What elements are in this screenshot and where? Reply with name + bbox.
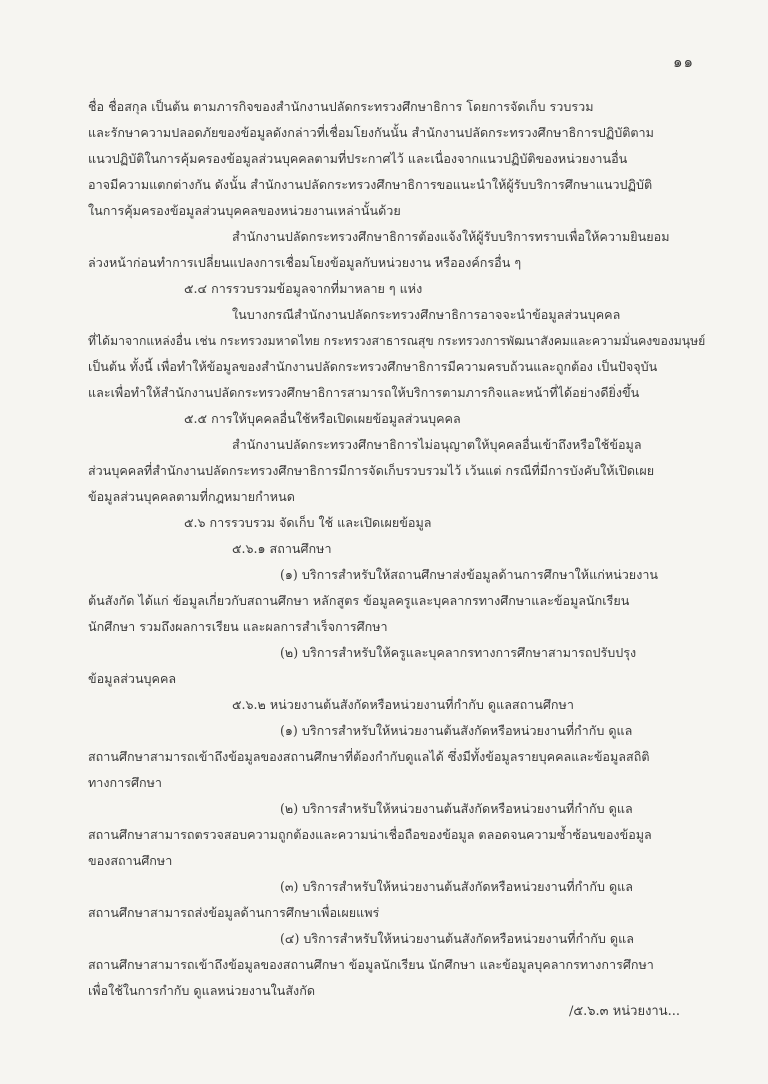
body-line: สถานศึกษาสามารถเข้าถึงข้อมูลของสถานศึกษา ข้อมูลนักเรียน นักศึกษา และข้อมูลบุคลากรทางการศึกษา bbox=[88, 957, 654, 972]
list-item-line: (๒) บริการสำหรับให้ครูและบุคลากรทางการศึกษาสามารถปรับปรุง bbox=[280, 645, 637, 660]
list-item-line: (๑) บริการสำหรับให้หน่วยงานต้นสังกัดหรือหน่วยงานที่กำกับ ดูแล bbox=[280, 723, 633, 738]
body-line: และเพื่อทำให้สำนักงานปลัดกระทรวงศึกษาธิการสามารถให้บริการตามภารกิจและหน้าที่ได้อย่างดียิ่งขึ้น bbox=[88, 385, 640, 400]
body-line: ต้นสังกัด ได้แก่ ข้อมูลเกี่ยวกับสถานศึกษา หลักสูตร ข้อมูลครูและบุคลากรทางศึกษาและข้อมูลนักเรียน bbox=[88, 593, 630, 608]
list-item-line: (๑) บริการสำหรับให้สถานศึกษาส่งข้อมูลด้านการศึกษาให้แก่หน่วยงาน bbox=[280, 567, 659, 582]
section-heading: ๕.๕ การให้บุคคลอื่นใช้หรือเปิดเผยข้อมูลส่วนบุคคล bbox=[184, 411, 461, 426]
body-line: ข้อมูลส่วนบุคคล bbox=[88, 671, 177, 686]
body-line: ข้อมูลส่วนบุคคลตามที่กฎหมายกำหนด bbox=[88, 489, 295, 504]
continuation-footer: /๕.๖.๓ หน่วยงาน... bbox=[568, 1004, 680, 1019]
list-item-line: (๔) บริการสำหรับให้หน่วยงานต้นสังกัดหรือหน่วยงานที่กำกับ ดูแล bbox=[280, 931, 634, 946]
body-line: สำนักงานปลัดกระทรวงศึกษาธิการต้องแจ้งให้ผู้รับบริการทราบเพื่อให้ความยินยอม bbox=[232, 229, 670, 244]
body-line: อาจมีความแตกต่างกัน ดังนั้น สำนักงานปลัดกระทรวงศึกษาธิการขอแนะนำให้ผู้รับบริการศึกษาแนวปฏิบัติ bbox=[88, 177, 653, 192]
body-line: และรักษาความปลอดภัยของข้อมูลดังกล่าวที่เชื่อมโยงกันนั้น สำนักงานปลัดกระทรวงศึกษาธิการปฏิบัติตาม bbox=[88, 125, 654, 140]
list-item-line: (๓) บริการสำหรับให้หน่วยงานต้นสังกัดหรือหน่วยงานที่กำกับ ดูแล bbox=[280, 879, 634, 894]
body-line: ในบางกรณีสำนักงานปลัดกระทรวงศึกษาธิการอาจจะนำข้อมูลส่วนบุคคล bbox=[232, 307, 621, 322]
body-line: สถานศึกษาสามารถตรวจสอบความถูกต้องและความน่าเชื่อถือของข้อมูล ตลอดจนความซ้ำซ้อนของข้อมูล bbox=[88, 827, 652, 842]
body-line: นักศึกษา รวมถึงผลการเรียน และผลการสำเร็จการศึกษา bbox=[88, 619, 388, 634]
body-line: ล่วงหน้าก่อนทำการเปลี่ยนแปลงการเชื่อมโยงข้อมูลกับหน่วยงาน หรือองค์กรอื่น ๆ bbox=[88, 255, 522, 270]
subsection-heading: ๕.๖.๑ สถานศึกษา bbox=[232, 541, 332, 556]
body-line: เพื่อใช้ในการกำกับ ดูแลหน่วยงานในสังกัด bbox=[88, 983, 316, 998]
page-number: ๑๑ bbox=[672, 53, 694, 71]
body-line: สถานศึกษาสามารถส่งข้อมูลด้านการศึกษาเพื่อเผยแพร่ bbox=[88, 905, 380, 920]
section-heading: ๕.๖ การรวบรวม จัดเก็บ ใช้ และเปิดเผยข้อมูล bbox=[184, 515, 432, 530]
body-line: ชื่อ ชื่อสกุล เป็นต้น ตามภารกิจของสำนักงานปลัดกระทรวงศึกษาธิการ โดยการจัดเก็บ รวบรวม bbox=[88, 99, 594, 114]
list-item-line: (๒) บริการสำหรับให้หน่วยงานต้นสังกัดหรือหน่วยงานที่กำกับ ดูแล bbox=[280, 801, 633, 816]
body-line: แนวปฏิบัติในการคุ้มครองข้อมูลส่วนบุคคลตามที่ประกาศไว้ และเนื่องจากแนวปฏิบัติของหน่วยงานอื่น bbox=[88, 151, 628, 166]
body-line: ส่วนบุคคลที่สำนักงานปลัดกระทรวงศึกษาธิการมีการจัดเก็บรวบรวมไว้ เว้นแต่ กรณีที่มีการบังคับให้เปิดเผย bbox=[88, 463, 655, 478]
subsection-heading: ๕.๖.๒ หน่วยงานต้นสังกัดหรือหน่วยงานที่กำกับ ดูแลสถานศึกษา bbox=[232, 697, 574, 712]
section-heading: ๕.๔ การรวบรวมข้อมูลจากที่มาหลาย ๆ แห่ง bbox=[184, 281, 423, 296]
body-line: สำนักงานปลัดกระทรวงศึกษาธิการไม่อนุญาตให้บุคคลอื่นเข้าถึงหรือใช้ข้อมูล bbox=[232, 437, 642, 452]
body-line: สถานศึกษาสามารถเข้าถึงข้อมูลของสถานศึกษาที่ต้องกำกับดูแลได้ ซึ่งมีทั้งข้อมูลรายบุคคลและข้อมูลสถิติ bbox=[88, 749, 650, 764]
body-line: ของสถานศึกษา bbox=[88, 853, 173, 868]
body-line: เป็นต้น ทั้งนี้ เพื่อทำให้ข้อมูลของสำนักงานปลัดกระทรวงศึกษาธิการมีความครบถ้วนและถูกต้อง เป็นปัจจุบัน bbox=[88, 359, 658, 374]
body-line: ที่ได้มาจากแหล่งอื่น เช่น กระทรวงมหาดไทย กระทรวงสาธารณสุข กระทรวงการพัฒนาสังคมและความมั่นคงของมนุษย์ bbox=[88, 334, 706, 348]
body-line: ในการคุ้มครองข้อมูลส่วนบุคคลของหน่วยงานเหล่านั้นด้วย bbox=[88, 203, 401, 218]
body-line: ทางการศึกษา bbox=[88, 775, 162, 790]
